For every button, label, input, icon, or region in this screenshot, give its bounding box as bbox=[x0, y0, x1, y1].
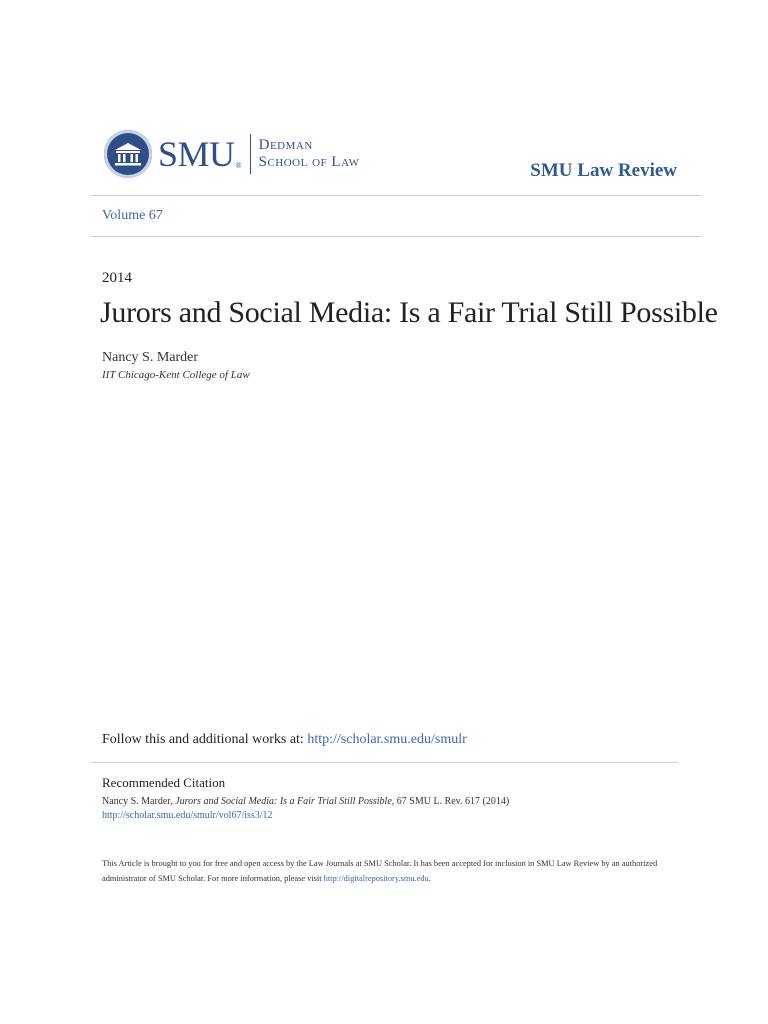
citation-url-link[interactable]: http://scholar.smu.edu/smulr/vol67/iss3/12 bbox=[102, 810, 273, 821]
school-name-line2: School of Law bbox=[258, 154, 360, 170]
volume-divider bbox=[91, 236, 701, 237]
citation-author: Nancy S. Marder, bbox=[102, 796, 176, 807]
repository-link[interactable]: http://digitalrepository.smu.edu bbox=[323, 874, 429, 883]
university-seal-icon bbox=[104, 130, 152, 178]
volume-link[interactable]: Volume 67 bbox=[102, 208, 163, 223]
citation-divider bbox=[91, 762, 678, 763]
smu-wordmark: SMU bbox=[158, 134, 235, 174]
header-divider bbox=[91, 195, 701, 196]
citation-reference: , 67 SMU L. Rev. 617 (2014) bbox=[391, 796, 510, 807]
article-year: 2014 bbox=[102, 270, 132, 286]
school-name-line1: Dedman bbox=[258, 137, 313, 153]
citation-heading: Recommended Citation bbox=[102, 775, 226, 790]
follow-label: Follow this and additional works at: bbox=[102, 732, 308, 747]
article-author: Nancy S. Marder bbox=[102, 350, 199, 365]
citation-title: Jurors and Social Media: Is a Fair Trial Still Possible bbox=[175, 796, 392, 807]
citation-text bbox=[102, 796, 509, 807]
smu-dedman-logo bbox=[104, 128, 360, 180]
notice-end: . bbox=[428, 874, 431, 883]
follow-line bbox=[102, 732, 467, 748]
access-notice bbox=[102, 856, 672, 886]
follow-url-link[interactable]: http://scholar.smu.edu/smulr bbox=[307, 732, 467, 747]
author-affiliation: IIT Chicago-Kent College of Law bbox=[102, 369, 250, 381]
notice-text: This Article is brought to you for free and open access by the Law Journals at SMU Scholar. It has been accepted for inclusion in SMU Law Review by an authorized administrator of SMU Scholar. For more information, please visit bbox=[102, 859, 658, 883]
article-title: Jurors and Social Media: Is a Fair Trial Still Possible bbox=[100, 296, 718, 329]
school-name bbox=[259, 137, 360, 171]
logo-divider bbox=[250, 134, 251, 174]
journal-title: SMU Law Review bbox=[530, 160, 677, 181]
registered-mark: ® bbox=[235, 161, 242, 170]
